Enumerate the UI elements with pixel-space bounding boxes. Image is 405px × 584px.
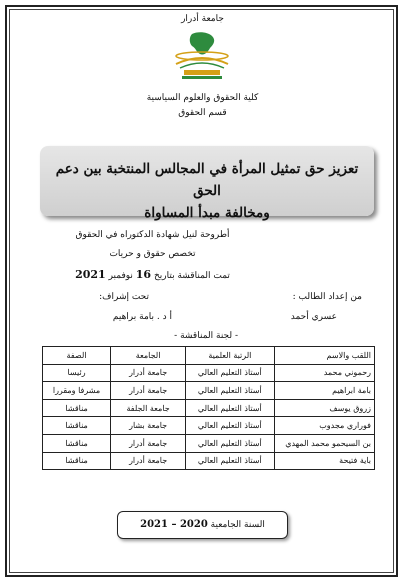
member-name: بن السيحمو محمد المهدي — [274, 434, 375, 452]
academic-year-range: 2020 – 2021 — [140, 519, 208, 530]
defense-prefix: تمت المناقشة بتاريخ — [153, 271, 230, 281]
member-role: مناقشا — [43, 399, 111, 417]
member-university: جامعة الجلفة — [111, 399, 186, 417]
defense-day: 16 — [135, 268, 152, 281]
member-rank: أستاذ التعليم العالي — [186, 399, 274, 417]
supervision-label: تحت إشراف: — [99, 292, 149, 302]
committee-table — [42, 346, 375, 470]
member-role: رئيسا — [43, 364, 111, 382]
member-role: مناقشا — [43, 452, 111, 470]
committee-label: - لجنة المناقشة - — [174, 331, 238, 341]
table-row — [43, 399, 375, 417]
table-row — [43, 382, 375, 400]
table-row — [43, 417, 375, 435]
defense-year: 2021 — [75, 268, 106, 281]
academic-year — [117, 519, 288, 530]
specialty-line: تخصص حقوق و حريات — [109, 249, 196, 259]
supervisor-name: أ د . بامة براهيم — [112, 312, 172, 322]
student-name: عسري أحمد — [290, 312, 337, 322]
university-logo — [162, 30, 242, 82]
prepared-by-label: من إعداد الطالب : — [292, 292, 362, 302]
academic-year-label: السنة الجامعية — [210, 520, 265, 530]
member-role: مشرفا ومقررا — [43, 382, 111, 400]
table-row — [43, 452, 375, 470]
degree-line: أطروحة لنيل شهادة الدكتوراه في الحقوق — [75, 230, 230, 240]
faculty-name: كلية الحقوق والعلوم السياسية — [146, 93, 259, 103]
member-name: زروق يوسف — [274, 399, 375, 417]
header-name: اللقب والاسم — [274, 347, 375, 365]
member-rank: أستاذ التعليم العالي — [186, 382, 274, 400]
member-name: رحموني محمد — [274, 364, 375, 382]
member-university: جامعة أدرار — [111, 382, 186, 400]
thesis-title-line-1: تعزيز حق تمثيل المرأة في المجالس المنتخبة بين دعم الحق — [55, 161, 359, 199]
header-university: الجامعة — [111, 347, 186, 365]
thesis-title — [48, 158, 366, 224]
university-name: جامعة أدرار — [181, 14, 224, 24]
table-row — [43, 434, 375, 452]
header-rank: الرتبة العلمية — [186, 347, 274, 365]
defense-month: نوفمبر — [108, 271, 133, 281]
header-role: الصفة — [43, 347, 111, 365]
thesis-title-line-2: ومخالفة مبدأ المساواة — [144, 205, 270, 221]
member-rank: أستاذ التعليم العالي — [186, 452, 274, 470]
member-university: جامعة بشار — [111, 417, 186, 435]
member-university: جامعة أدرار — [111, 434, 186, 452]
member-role: مناقشا — [43, 434, 111, 452]
member-rank: أستاذ التعليم العالي — [186, 434, 274, 452]
member-role: مناقشا — [43, 417, 111, 435]
member-university: جامعة أدرار — [111, 452, 186, 470]
member-rank: أستاذ التعليم العالي — [186, 364, 274, 382]
defense-date — [0, 268, 305, 281]
member-name: فوراري مجدوب — [274, 417, 375, 435]
member-rank: أستاذ التعليم العالي — [186, 417, 274, 435]
table-row — [43, 364, 375, 382]
member-name: بامة ابراهيم — [274, 382, 375, 400]
member-university: جامعة أدرار — [111, 364, 186, 382]
department-name: قسم الحقوق — [178, 108, 227, 118]
member-name: باية فتيحة — [274, 452, 375, 470]
committee-header-row — [43, 347, 375, 365]
